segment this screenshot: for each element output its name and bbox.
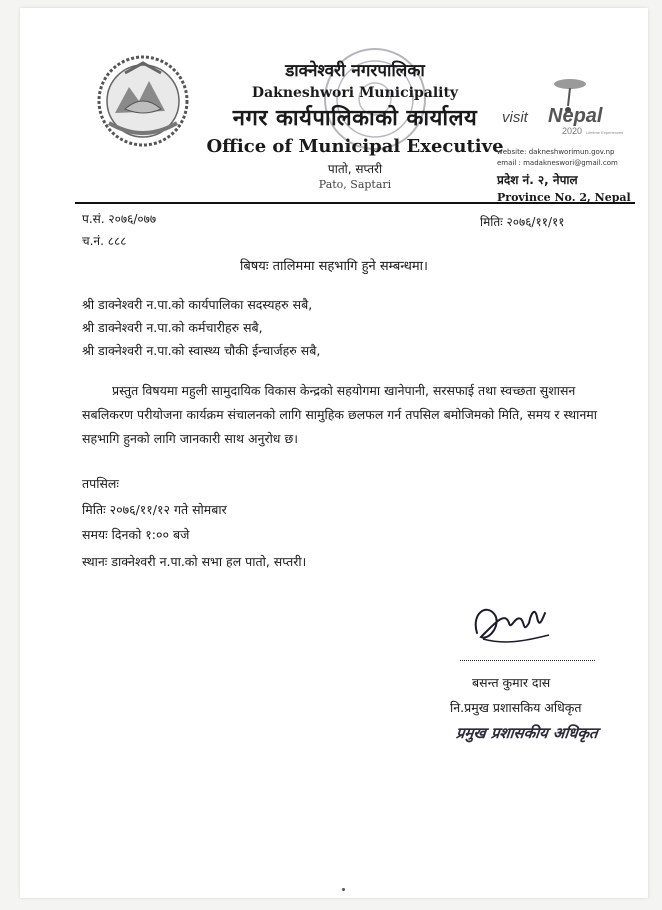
province-np: प्रदेश नं. २, नेपाल (497, 173, 578, 187)
details-date: मितिः २०७६/११/१२ गते सोमबार (82, 502, 227, 517)
signature-line (460, 660, 595, 661)
letter-date: मितिः २०७६/११/११ (480, 215, 565, 229)
email-text: email : madakneswori@gmail.com (497, 159, 618, 167)
dispatch-number: च.नं. ८८८ (82, 234, 127, 248)
municipality-name-en: Dakneshwori Municipality (251, 85, 459, 101)
recipient-line: श्री डाक्नेश्वरी न.पा.को कर्मचारीहरु सबै, (82, 320, 263, 335)
header-divider (75, 202, 635, 204)
body-text: प्रस्तुत विषयमा महुली सामुदायिक विकास केन्द्रको सहयोगमा खानेपानी, सरसफाई तथा स्वच्छता सुशासन सबलिकरण परीयोजना कार्यक्रम संचालनको लागि सामुहिक छलफल गर्न तपसिल बमोजिमको मिति, समय र स्थानमा सहभागि हुनको लागि जानकारी साथ अनुरोध छ। (82, 383, 597, 446)
province-en: Province No. 2, Nepal (497, 191, 631, 204)
details-place: स्थानः डाक्नेश्वरी न.पा.को सभा हल पातो, सप्तरी। (82, 554, 307, 569)
recipient-line: श्री डाक्नेश्वरी न.पा.को स्वास्थ्य चौकी ईन्चार्जहरु सबै, (82, 343, 321, 358)
signatory-title: नि.प्रमुख प्रशासकिय अधिकृत (450, 700, 582, 715)
year-text: 2020 (562, 126, 583, 136)
subject-line: बिषयः तालिममा सहभागि हुने सम्बन्धमा। (240, 259, 428, 274)
address-en: Pato, Saptari (318, 178, 392, 191)
recipient-line: श्री डाक्नेश्वरी न.पा.को कार्यपालिका सदस्यहरु सबै, (82, 297, 313, 312)
visit-text: visit (502, 109, 528, 126)
website-text: website: dakneshworimun.gov.np (497, 148, 615, 156)
office-name-en: Office of Municipal Executive (206, 136, 504, 157)
details-time: समयः दिनको १:०० बजे (82, 527, 190, 542)
visit-nepal-logo (490, 72, 630, 142)
letter-page (20, 8, 648, 898)
handwritten-signature (465, 593, 555, 653)
municipality-name-np: डाक्नेश्वरी नगरपालिका (285, 61, 425, 81)
nepal-emblem-icon (95, 53, 191, 149)
body-paragraph (82, 379, 622, 451)
paper-speck (342, 888, 345, 891)
signatory-name: बसन्त कुमार दास (472, 675, 551, 690)
address-np: पातो, सप्तरी (327, 162, 383, 176)
nepal-text: Nepal (548, 105, 603, 127)
details-title: तपसिलः (82, 476, 119, 491)
tagline-text: Lifetime Experiences (586, 130, 624, 135)
letter-number: प.सं. २०७६/०७७ (82, 212, 157, 226)
designation-stamp: प्रमुख प्रशासकीय अधिकृत (455, 724, 599, 742)
office-name-np: नगर कार्यपालिकाको कार्यालय (232, 106, 478, 131)
